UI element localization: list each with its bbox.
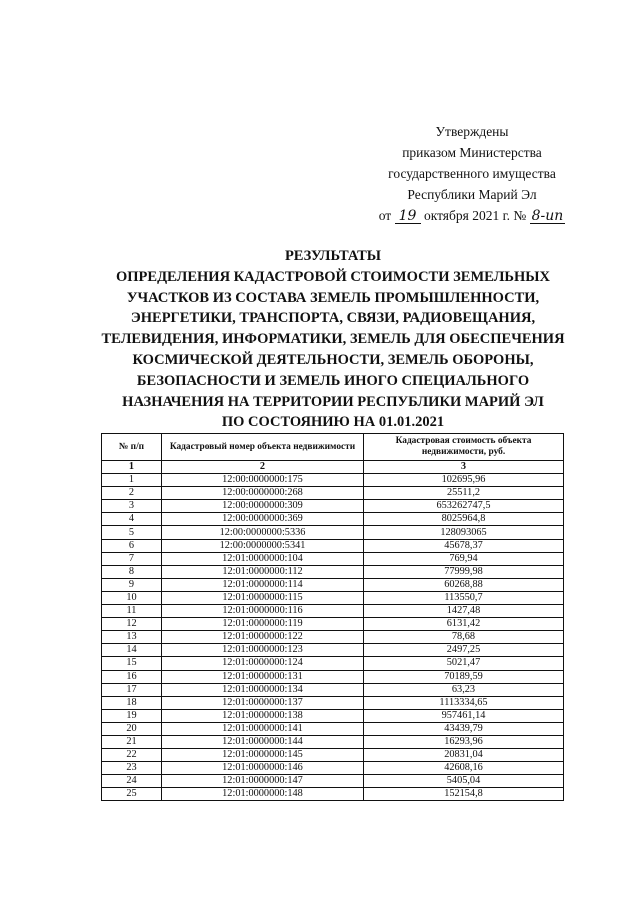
table-header-row bbox=[102, 434, 564, 461]
handwritten-order-number: 8-ип bbox=[531, 208, 564, 224]
cadastral-value: 769,94 bbox=[364, 552, 564, 565]
row-index: 23 bbox=[102, 762, 162, 775]
row-index: 1 bbox=[102, 474, 162, 487]
cadastral-number: 12:01:0000000:134 bbox=[162, 683, 364, 696]
cadastral-number: 12:01:0000000:146 bbox=[162, 762, 364, 775]
date-prefix: от bbox=[378, 208, 392, 223]
title-line: УЧАСТКОВ ИЗ СОСТАВА ЗЕМЕЛЬ ПРОМЫШЛЕННОСТИ, bbox=[126, 289, 540, 306]
cadastral-number: 12:01:0000000:112 bbox=[162, 565, 364, 578]
cadastral-number: 12:00:0000000:369 bbox=[162, 513, 364, 526]
table-row bbox=[102, 762, 564, 775]
table-row bbox=[102, 539, 564, 552]
table-row bbox=[102, 722, 564, 735]
table-row bbox=[102, 487, 564, 500]
row-index: 6 bbox=[102, 539, 162, 552]
row-index: 11 bbox=[102, 605, 162, 618]
cadastral-number: 12:00:0000000:309 bbox=[162, 500, 364, 513]
cadastral-value: 102695,96 bbox=[364, 474, 564, 487]
row-index: 14 bbox=[102, 644, 162, 657]
cadastral-number: 12:00:0000000:175 bbox=[162, 474, 364, 487]
title-line: ПО СОСТОЯНИЮ НА 01.01.2021 bbox=[221, 414, 445, 431]
cadastral-number: 12:00:0000000:268 bbox=[162, 487, 364, 500]
row-index: 4 bbox=[102, 513, 162, 526]
table-row bbox=[102, 500, 564, 513]
column-number: 1 bbox=[102, 461, 162, 474]
approval-line-order: приказом Министерства bbox=[402, 145, 542, 160]
table-row bbox=[102, 552, 564, 565]
table-row bbox=[102, 735, 564, 748]
cadastral-number: 12:01:0000000:115 bbox=[162, 591, 364, 604]
row-index: 8 bbox=[102, 565, 162, 578]
table-row bbox=[102, 749, 564, 762]
cadastral-value: 6131,42 bbox=[364, 618, 564, 631]
cadastral-value: 43439,79 bbox=[364, 722, 564, 735]
row-index: 21 bbox=[102, 735, 162, 748]
row-index: 17 bbox=[102, 683, 162, 696]
table-row bbox=[102, 526, 564, 539]
cadastral-value: 653262747,5 bbox=[364, 500, 564, 513]
cadastral-number: 12:01:0000000:123 bbox=[162, 644, 364, 657]
cadastral-value: 113550,7 bbox=[364, 591, 564, 604]
cadastral-value: 42608,16 bbox=[364, 762, 564, 775]
row-index: 13 bbox=[102, 631, 162, 644]
table-row bbox=[102, 788, 564, 801]
row-index: 20 bbox=[102, 722, 162, 735]
cadastral-value: 45678,37 bbox=[364, 539, 564, 552]
row-index: 10 bbox=[102, 591, 162, 604]
cadastral-value: 5405,04 bbox=[364, 775, 564, 788]
row-index: 19 bbox=[102, 709, 162, 722]
row-index: 15 bbox=[102, 657, 162, 670]
cadastral-value: 78,68 bbox=[364, 631, 564, 644]
row-index: 25 bbox=[102, 788, 162, 801]
table-row bbox=[102, 657, 564, 670]
title-line: БЕЗОПАСНОСТИ И ЗЕМЕЛЬ ИНОГО СПЕЦИАЛЬНОГО bbox=[136, 372, 530, 389]
cadastral-number: 12:01:0000000:131 bbox=[162, 670, 364, 683]
table-row bbox=[102, 631, 564, 644]
row-index: 3 bbox=[102, 500, 162, 513]
approval-block bbox=[352, 121, 592, 226]
cadastral-number: 12:01:0000000:144 bbox=[162, 735, 364, 748]
header-cadastral-number: Кадастровый номер объекта недвижимости bbox=[162, 434, 364, 461]
column-number: 2 bbox=[162, 461, 364, 474]
cadastral-value: 60268,88 bbox=[364, 578, 564, 591]
cadastral-value: 20831,04 bbox=[364, 749, 564, 762]
table-row bbox=[102, 513, 564, 526]
approval-line-republic: Республики Марий Эл bbox=[407, 187, 537, 202]
date-middle: октября 2021 г. № bbox=[423, 208, 527, 223]
cadastral-number: 12:01:0000000:148 bbox=[162, 788, 364, 801]
row-index: 5 bbox=[102, 526, 162, 539]
row-index: 7 bbox=[102, 552, 162, 565]
cadastral-number: 12:01:0000000:122 bbox=[162, 631, 364, 644]
cadastral-value: 5021,47 bbox=[364, 657, 564, 670]
header-index: № п/п bbox=[102, 434, 162, 461]
row-index: 9 bbox=[102, 578, 162, 591]
cadastral-number: 12:01:0000000:124 bbox=[162, 657, 364, 670]
row-index: 12 bbox=[102, 618, 162, 631]
cadastral-value: 957461,14 bbox=[364, 709, 564, 722]
cadastral-number: 12:01:0000000:137 bbox=[162, 696, 364, 709]
cadastral-value: 25511,2 bbox=[364, 487, 564, 500]
cadastral-value: 1427,48 bbox=[364, 605, 564, 618]
table-row bbox=[102, 605, 564, 618]
title-line: ОПРЕДЕЛЕНИЯ КАДАСТРОВОЙ СТОИМОСТИ ЗЕМЕЛЬНЫХ bbox=[116, 268, 550, 285]
cadastral-value: 8025964,8 bbox=[364, 513, 564, 526]
table-row bbox=[102, 591, 564, 604]
cadastral-value: 152154,8 bbox=[364, 788, 564, 801]
cadastral-value: 128093065 bbox=[364, 526, 564, 539]
table-row bbox=[102, 709, 564, 722]
row-index: 22 bbox=[102, 749, 162, 762]
row-index: 16 bbox=[102, 670, 162, 683]
table-row bbox=[102, 618, 564, 631]
column-numbers-row bbox=[102, 461, 564, 474]
cadastral-value: 70189,59 bbox=[364, 670, 564, 683]
cadastral-number: 12:01:0000000:104 bbox=[162, 552, 364, 565]
table-row bbox=[102, 474, 564, 487]
document-title bbox=[80, 246, 586, 433]
title-line: НАЗНАЧЕНИЯ НА ТЕРРИТОРИИ РЕСПУБЛИКИ МАРИЙ ЭЛ bbox=[122, 393, 544, 410]
title-line: ТЕЛЕВИДЕНИЯ, ИНФОРМАТИКИ, ЗЕМЕЛЬ ДЛЯ ОБЕСПЕЧЕНИЯ bbox=[101, 331, 565, 348]
table-row bbox=[102, 683, 564, 696]
cadastral-value: 63,23 bbox=[364, 683, 564, 696]
cadastral-value: 77999,98 bbox=[364, 565, 564, 578]
table-row bbox=[102, 565, 564, 578]
title-line: РЕЗУЛЬТАТЫ bbox=[284, 248, 382, 264]
column-number: 3 bbox=[364, 461, 564, 474]
cadastral-number: 12:00:0000000:5336 bbox=[162, 526, 364, 539]
row-index: 24 bbox=[102, 775, 162, 788]
title-line: КОСМИЧЕСКОЙ ДЕЯТЕЛЬНОСТИ, ЗЕМЕЛЬ ОБОРОНЫ, bbox=[132, 351, 534, 368]
cadastral-number: 12:01:0000000:141 bbox=[162, 722, 364, 735]
row-index: 18 bbox=[102, 696, 162, 709]
cadastral-number: 12:00:0000000:5341 bbox=[162, 539, 364, 552]
table-row bbox=[102, 775, 564, 788]
cadastral-number: 12:01:0000000:138 bbox=[162, 709, 364, 722]
header-cadastral-value: Кадастровая стоимость объекта недвижимости, руб. bbox=[364, 434, 564, 461]
approval-line-ministry: государственного имущества bbox=[388, 166, 556, 181]
cadastral-number: 12:01:0000000:116 bbox=[162, 605, 364, 618]
cadastral-value: 1113334,65 bbox=[364, 696, 564, 709]
row-index: 2 bbox=[102, 487, 162, 500]
table-row bbox=[102, 644, 564, 657]
cadastral-number: 12:01:0000000:145 bbox=[162, 749, 364, 762]
cadastral-value: 2497,25 bbox=[364, 644, 564, 657]
handwritten-day: 19 bbox=[395, 209, 421, 224]
cadastral-number: 12:01:0000000:119 bbox=[162, 618, 364, 631]
approval-line-approved: Утверждены bbox=[435, 124, 509, 139]
approval-date-line bbox=[352, 205, 592, 226]
results-table bbox=[101, 433, 564, 801]
cadastral-value: 16293,96 bbox=[364, 735, 564, 748]
title-line: ЭНЕРГЕТИКИ, ТРАНСПОРТА, СВЯЗИ, РАДИОВЕЩАНИЯ, bbox=[130, 310, 536, 327]
cadastral-number: 12:01:0000000:147 bbox=[162, 775, 364, 788]
table-row bbox=[102, 696, 564, 709]
table-row bbox=[102, 578, 564, 591]
table-row bbox=[102, 670, 564, 683]
cadastral-number: 12:01:0000000:114 bbox=[162, 578, 364, 591]
